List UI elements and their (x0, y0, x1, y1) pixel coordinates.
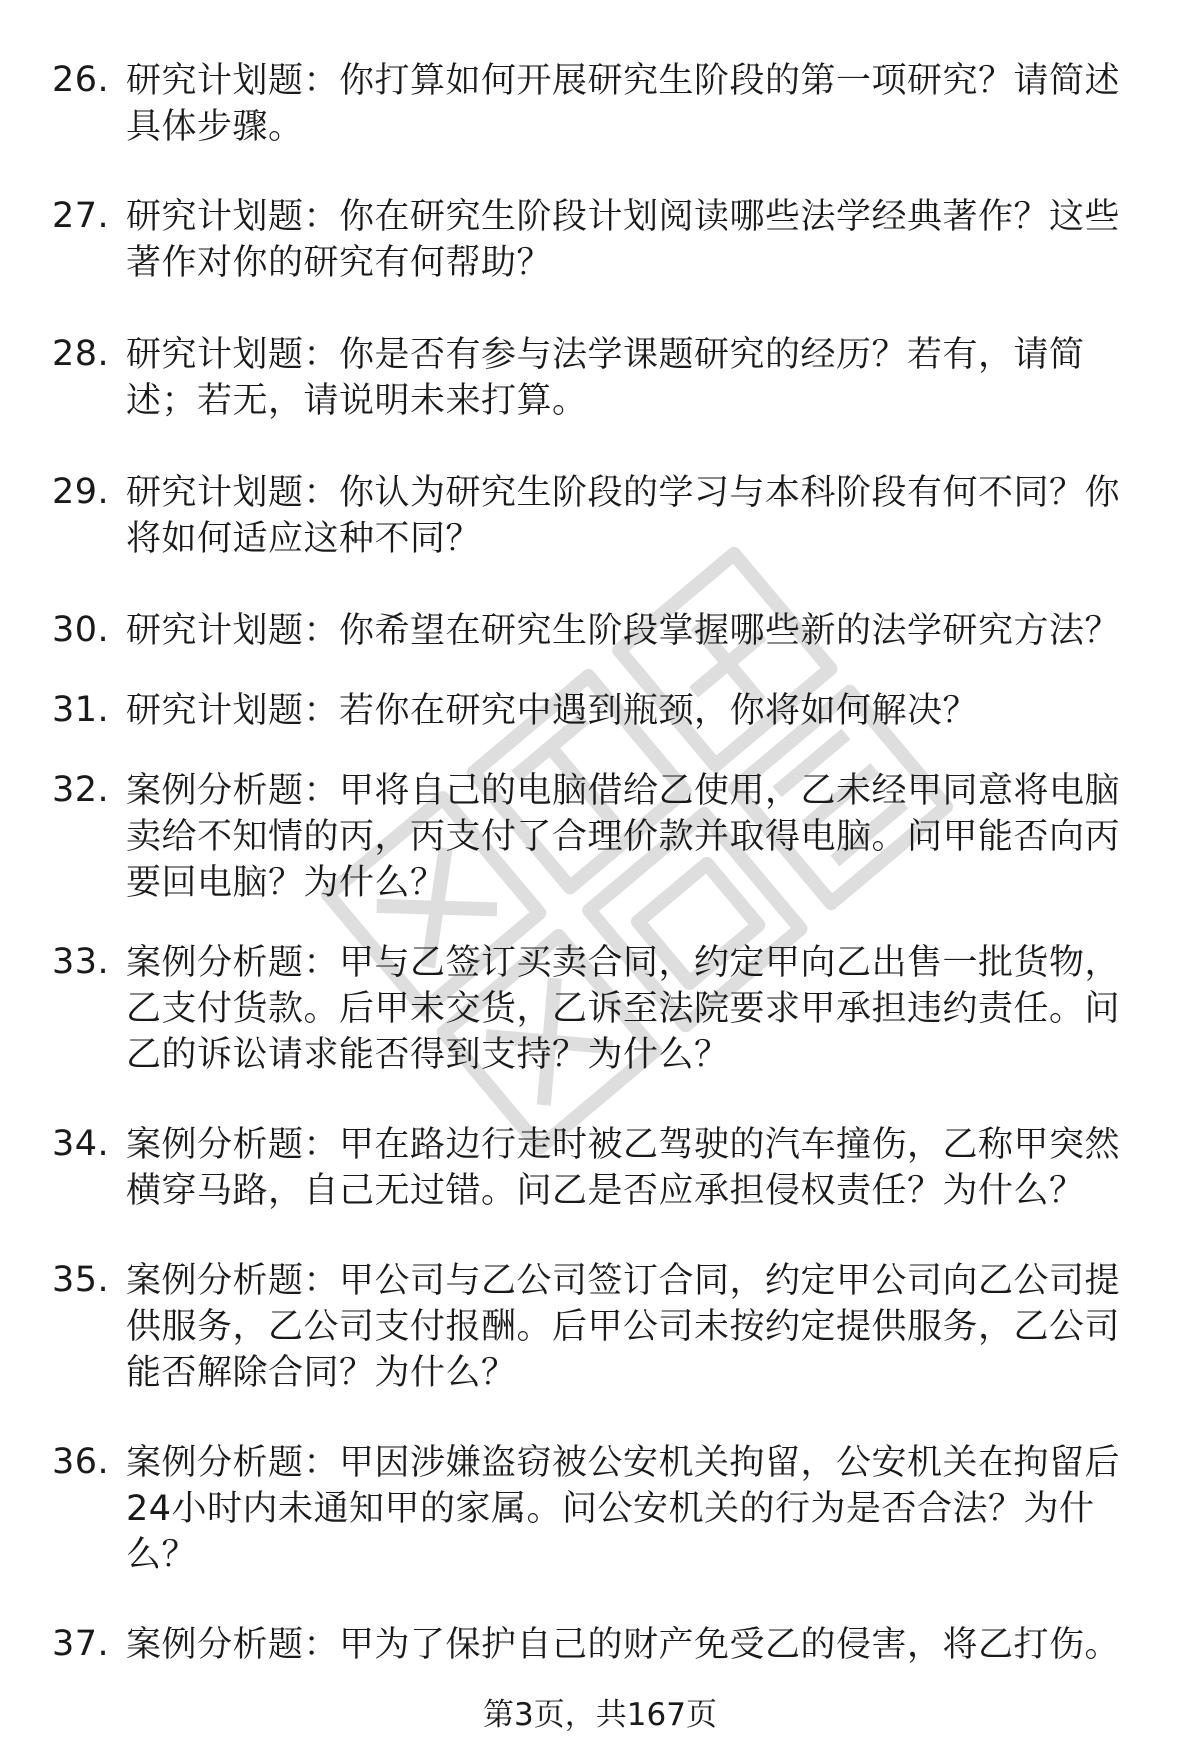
question-text: 案例分析题：甲在路边行走时被乙驾驶的汽车撞伤，乙称甲突然横穿马路，自己无过错。问乙是否应承担侵权责任？为什么？ (126, 1125, 1121, 1211)
question-item (52, 194, 1142, 286)
question-number: 29. (52, 472, 110, 512)
question-text: 案例分析题：甲与乙签订买卖合同，约定甲向乙出售一批货物，乙支付货款。后甲未交货，乙诉至法院要求甲承担违约责任。问乙的诉讼请求能否得到支持？为什么？ (126, 943, 1121, 1075)
question-item (52, 940, 1142, 1078)
question-text: 研究计划题：你打算如何开展研究生阶段的第一项研究？请简述具体步骤。 (126, 61, 1121, 147)
question-item (52, 768, 1142, 906)
question-number: 37. (52, 1624, 110, 1664)
question-list (52, 58, 1142, 1668)
question-text: 研究计划题：你在研究生阶段计划阅读哪些法学经典著作？这些著作对你的研究有何帮助？ (126, 197, 1121, 283)
question-text: 案例分析题：甲公司与乙公司签订合同，约定甲公司向乙公司提供服务，乙公司支付报酬。后甲公司未按约定提供服务，乙公司能否解除合同？为什么？ (126, 1261, 1121, 1393)
question-item (52, 688, 1142, 734)
question-number: 30. (52, 610, 110, 650)
question-number: 27. (52, 196, 110, 236)
question-item (52, 332, 1142, 424)
question-number: 32. (52, 770, 110, 810)
question-number: 35. (52, 1260, 110, 1300)
question-item (52, 1622, 1142, 1668)
question-text: 研究计划题：若你在研究中遇到瓶颈，你将如何解决？ (126, 691, 979, 731)
question-item (52, 470, 1142, 562)
page-footer: 第3页，共167页 (483, 1697, 717, 1733)
question-number: 31. (52, 690, 110, 730)
question-item (52, 58, 1142, 150)
question-text: 研究计划题：你认为研究生阶段的学习与本科阶段有何不同？你将如何适应这种不同？ (126, 473, 1121, 559)
question-number: 34. (52, 1124, 110, 1164)
question-text: 案例分析题：甲将自己的电脑借给乙使用，乙未经甲同意将电脑卖给不知情的丙，丙支付了合理价款并取得电脑。问甲能否向丙要回电脑？为什么？ (126, 771, 1121, 903)
question-item (52, 1440, 1142, 1578)
question-text: 案例分析题：甲因涉嫌盗窃被公安机关拘留，公安机关在拘留后24小时内未通知甲的家属。问公安机关的行为是否合法？为什么？ (126, 1443, 1121, 1575)
question-text: 研究计划题：你是否有参与法学课题研究的经历？若有，请简述；若无，请说明未来打算。 (126, 335, 1085, 421)
question-number: 28. (52, 334, 110, 374)
question-item (52, 1258, 1142, 1396)
question-number: 36. (52, 1442, 110, 1482)
question-number: 33. (52, 942, 110, 982)
question-text: 研究计划题：你希望在研究生阶段掌握哪些新的法学研究方法？ (126, 611, 1121, 651)
question-item (52, 608, 1142, 654)
question-item (52, 1122, 1142, 1214)
question-number: 26. (52, 60, 110, 100)
question-text: 案例分析题：甲为了保护自己的财产免受乙的侵害，将乙打伤。 (126, 1625, 1121, 1665)
